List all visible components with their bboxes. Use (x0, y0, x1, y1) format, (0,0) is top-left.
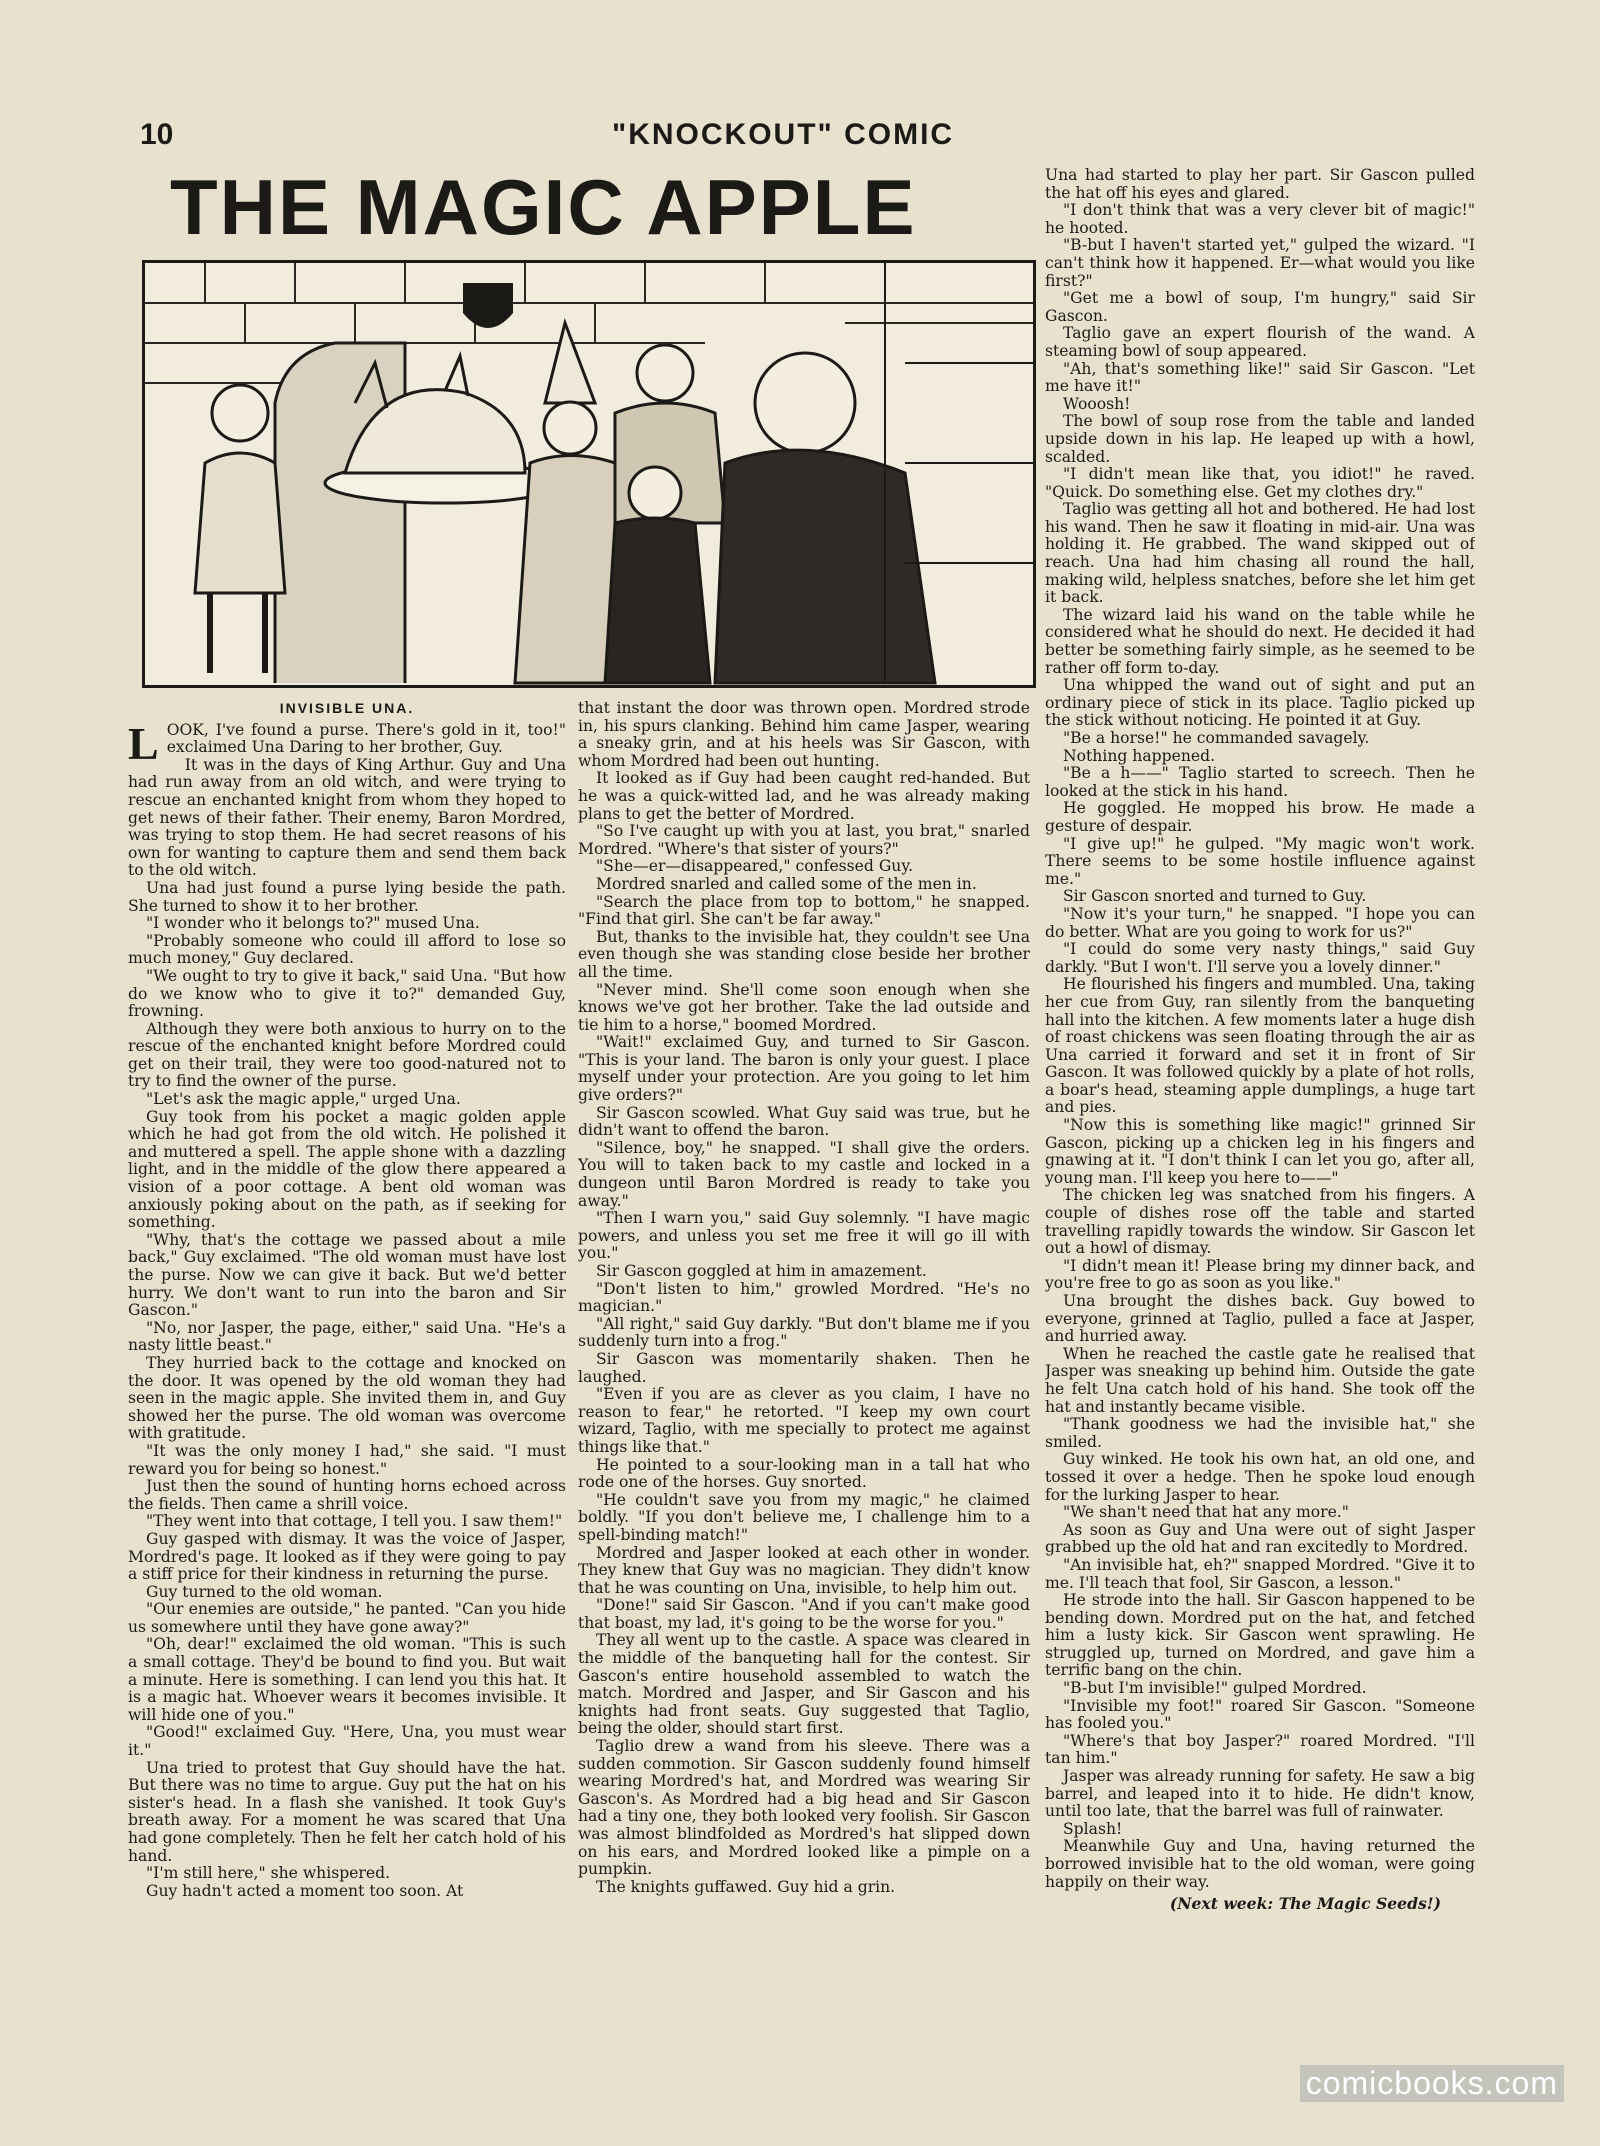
paragraph: "Even if you are as clever as you claim, I have no reason to fear," he retorted. "I keep my own court wizard, Taglio, with me specially to protect me against things like that." (578, 1385, 1030, 1456)
paragraph: Guy gasped with dismay. It was the voice of Jasper, Mordred's page. It looked as if they were going to pay a stiff price for their kindness in returning the purse. (128, 1529, 566, 1584)
paragraph: "Then I warn you," said Guy solemnly. "I have magic powers, and unless you set me free it will go ill with you." (578, 1209, 1030, 1263)
paragraph: "Ah, that's something like!" said Sir Gascon. "Let me have it!" (1045, 359, 1475, 396)
paragraph: But, thanks to the invisible hat, they couldn't see Una even though she was standing close beside her brother all the time. (578, 927, 1030, 981)
paragraph: The wizard laid his wand on the table while he considered what he should do next. He decided it had better be something fairly simple, as he seemed to be rather off form to-day. (1045, 605, 1475, 677)
paragraph: "Thank goodness we had the invisible hat," she smiled. (1045, 1415, 1475, 1451)
column-3-body (1045, 167, 1475, 1891)
paragraph: Jasper was already running for safety. He saw a big barrel, and leaped into it to hide. He didn't know, until too late, that the barrel was full of rainwater. (1045, 1767, 1475, 1821)
paragraph: The knights guffawed. Guy hid a grin. (596, 1877, 896, 1896)
paragraph: As soon as Guy and Una were out of sight Jasper grabbed up the old hat and ran excitedly to Mordred. (1045, 1520, 1475, 1557)
paragraph: "Our enemies are outside," he panted. "Can you hide us somewhere until they have gone away?" (128, 1600, 566, 1636)
paragraph: "Search the place from top to bottom," he snapped. "Find that girl. She can't be far away." (578, 892, 1030, 929)
page-header (140, 118, 1050, 162)
paragraph: Mordred and Jasper looked at each other in wonder. They knew that Guy was no magician. They didn't know that he was counting on Una, invisible, to help him out. (578, 1543, 1030, 1597)
paragraph: "I didn't mean it! Please bring my dinner back, and you're free to go as soon as you like." (1045, 1256, 1475, 1293)
paragraph: Guy winked. He took his own hat, an old one, and tossed it over a hedge. Then he spoke loud enough for the lurking Jasper to hear. (1045, 1450, 1475, 1504)
paragraph: "Never mind. She'll come soon enough when she knows we've got her brother. Take the lad outside and tie him to a horse," boomed Mordred. (578, 980, 1030, 1034)
paragraph: Nothing happened. (1063, 746, 1216, 765)
text-column-1 (128, 700, 566, 2000)
magazine-title: "KNOCKOUT" COMIC (612, 118, 955, 151)
paragraph: "Done!" said Sir Gascon. "And if you can't make good that boast, my lad, it's going to be the worse for you." (578, 1596, 1030, 1632)
paragraph: "Let's ask the magic apple," urged Una. (146, 1090, 461, 1109)
paragraph: "Where's that boy Jasper?" roared Mordred. "I'll tan him." (1045, 1731, 1475, 1768)
paragraph: "It was the only money I had," she said. "I must reward you for being so honest." (128, 1441, 566, 1478)
paragraph: Sir Gascon was momentarily shaken. Then he laughed. (578, 1349, 1030, 1386)
paragraph: Guy turned to the old woman. (146, 1582, 383, 1601)
paragraph: "B-but I'm invisible!" gulped Mordred. (1063, 1679, 1367, 1698)
paragraph: "She—er—disappeared," confessed Guy. (596, 857, 914, 876)
text-column-3 (1045, 167, 1475, 1927)
paragraph: "They went into that cottage, I tell you. I saw them!" (146, 1512, 563, 1531)
story-illustration (142, 260, 1036, 688)
paragraph: Guy took from his pocket a magic golden apple which he had got from the old witch. He polished it and muttered a spell. The apple shone with a dazzling light, and in the middle of the glow there appeared a vision of a poor cottage. A bent old woman was anxiously poking about on the path, as if seeking for something. (128, 1107, 566, 1232)
paragraph: "Good!" exclaimed Guy. "Here, Una, you must wear it." (128, 1723, 566, 1760)
paragraph: The chicken leg was snatched from his fingers. A couple of dishes rose off the table and started travelling rapidly towards the window. Sir Gascon let out a howl of dismay. (1045, 1186, 1475, 1258)
chapter-title: INVISIBLE UNA. (279, 700, 415, 716)
paragraph: "I didn't mean like that, you idiot!" he raved. "Quick. Do something else. Get my clothes dry." (1045, 465, 1475, 501)
paragraph: "We ought to try to give it back," said Una. "But how do we know who to give it to?" demanded Guy, frowning. (128, 966, 566, 1021)
paragraph: Sir Gascon scowled. What Guy said was true, but he didn't want to offend the baron. (578, 1103, 1030, 1140)
story-title: THE MAGIC APPLE (170, 163, 917, 251)
paragraph: "Be a h——" Taglio started to screech. Then he looked at the stick in his hand. (1045, 764, 1475, 800)
paragraph: Just then the sound of hunting horns echoed across the fields. Then came a shrill voice. (128, 1477, 566, 1513)
column-1-body (128, 717, 566, 1901)
paragraph: "Get me a bowl of soup, I'm hungry," said Sir Gascon. (1045, 289, 1475, 325)
paragraph: "Now it's your turn," he snapped. "I hope you can do better. What are you going to work for us?" (1045, 904, 1475, 941)
paragraph: "I'm still here," she whispered. (146, 1864, 391, 1883)
paragraph: that instant the door was thrown open. Mordred strode in, his spurs clanking. Behind him came Jasper, wearing a sneaky grin, and at his heels was Sir Gascon, with whom Mordred had been out hunting. (578, 700, 1030, 770)
paragraph: "He couldn't save you from my magic," he claimed boldly. "If you don't believe me, I challenge him to a spell-binding match!" (578, 1490, 1030, 1544)
page-number: 10 (140, 118, 174, 151)
column-2-body (578, 700, 1030, 1896)
paragraph: He pointed to a sour-looking man in a tall hat who rode one of the horses. Guy snorted. (578, 1455, 1030, 1492)
paragraph: "I don't think that was a very clever bit of magic!" he hooted. (1045, 201, 1475, 237)
paragraph: "Now this is something like magic!" grinned Sir Gascon, picking up a chicken leg in his fingers and gnawing at it. "I don't think I can let you go, after all, young man. I'll keep you here to——" (1045, 1116, 1475, 1187)
paragraph: "Probably someone who could ill afford to lose so much money," Guy declared. (128, 931, 566, 968)
text-column-2 (578, 700, 1030, 2000)
paragraph: It looked as if Guy had been caught red-handed. But he was a quick-witted lad, and he was already making plans to get the better of Mordred. (578, 769, 1030, 823)
paragraph: Taglio gave an expert flourish of the wand. A steaming bowl of soup appeared. (1045, 324, 1475, 360)
paragraph: Although they were both anxious to hurry on to the rescue of the enchanted knight before Mordred could get on their trail, they were too good-natured not to try to find the owner of the purse. (128, 1019, 566, 1091)
paragraph: "Don't listen to him," growled Mordred. "He's no magician." (578, 1279, 1030, 1316)
paragraph: Guy hadn't acted a moment too soon. At (146, 1881, 464, 1900)
paragraph: "I wonder who it belongs to?" mused Una. (146, 914, 480, 933)
paragraph: Splash! (1063, 1819, 1123, 1838)
paragraph: "I give up!" he gulped. "My magic won't work. There seems to be some hostile influence against me." (1045, 834, 1475, 888)
paragraph: Meanwhile Guy and Una, having returned the borrowed invisible hat to the old woman, were going happily on their way. (1045, 1837, 1475, 1891)
paragraph: "Why, that's the cottage we passed about a mile back," Guy exclaimed. "The old woman must have lost the purse. Now we can give it back. But we'd better hurry. We don't want to run into the baron and Sir Gascon." (128, 1230, 566, 1320)
paragraph: They all went up to the castle. A space was cleared in the middle of the banqueting hall for the contest. Sir Gascon's entire household assembled to watch the match. Mordred and Jasper, and Sir Gascon and his knights had front seats. Guy suggested that Taglio, being the older, should start first. (578, 1631, 1030, 1738)
paragraph: "I could do some very nasty things," said Guy darkly. "But I won't. I'll serve you a lovely dinner." (1045, 940, 1475, 976)
paragraph: "No, nor Jasper, the page, either," said Una. "He's a nasty little beast." (128, 1318, 566, 1355)
drop-cap: L (128, 717, 159, 769)
paragraph: When he reached the castle gate he realised that Jasper was sneaking up behind him. Outside the gate he felt Una catch hold of his hand. She took off the hat and instantly became visible. (1045, 1344, 1475, 1416)
paragraph: Taglio drew a wand from his sleeve. There was a sudden commotion. Sir Gascon suddenly found himself wearing Mordred's hat, and Mordred was wearing Sir Gascon's. As Mordred had a big head and Sir Gascon had a tiny one, they both looked very foolish. Sir Gascon was almost blindfolded as Mordred's hat slipped down on his ears, and Mordred looked like a pimple on a pumpkin. (578, 1737, 1030, 1879)
paragraph: He goggled. He mopped his brow. He made a gesture of despair. (1045, 799, 1475, 835)
watermark: comicbooks.com (1300, 2065, 1564, 2102)
paragraph: Una whipped the wand out of sight and put an ordinary piece of stick in its place. Taglio picked up the stick without noticing. He pointed it at Guy. (1045, 676, 1475, 730)
paragraph: "An invisible hat, eh?" snapped Mordred. "Give it to me. I'll teach that fool, Sir Gascon, a lesson." (1045, 1555, 1475, 1592)
paragraph: They hurried back to the cottage and knocked on the door. It was opened by the old woman they had seen in the magic apple. She invited them in, and Guy showed her the purse. The old woman was overcome with gratitude. (128, 1353, 566, 1443)
paragraph: "Oh, dear!" exclaimed the old woman. "This is such a small cottage. They'd be bound to find you. But wait a minute. Here is something. I can lend you this hat. It is a magic hat. Whoever wears it becomes invisible. It will hide one of you." (128, 1635, 566, 1724)
paragraph: Una had just found a purse lying beside the path. She turned to show it to her brother. (128, 878, 566, 915)
paragraph: Sir Gascon goggled at him in amazement. (596, 1262, 927, 1280)
paragraph: It was in the days of King Arthur. Guy and Una had run away from an old witch, and were trying to rescue an enchanted knight from whom they hoped to get news of their father. Their enemy, Baron Mordred, was trying to stop them. He had secret reasons of his own for wanting to capture them and send them back to the old witch. (128, 755, 566, 880)
paragraph: The bowl of soup rose from the table and landed upside down in his lap. He leaped up with a howl, scalded. (1045, 412, 1475, 466)
paragraph: Taglio was getting all hot and bothered. He had lost his wand. Then he saw it floating in mid-air. Una was holding it. He grabbed. The wand skipped out of reach. Una had him chasing all round the hall, making wild, helpless snatches, before she let him get it back. (1045, 500, 1475, 607)
illustration-banquet-scene-icon (145, 263, 1033, 685)
paragraph: He strode into the hall. Sir Gascon happened to be bending down. Mordred put on the hat, and fetched him a lusty kick. Sir Gascon went sprawling. He struggled up, turned on Mordred, and gave him a terrific bang on the chin. (1045, 1591, 1475, 1680)
paragraph: He flourished his fingers and mumbled. Una, taking her cue from Guy, ran silently from the banqueting hall into the kitchen. A few moments later a huge dish of roast chickens was seen floating through the air as Una carried it forward and set it in front of Sir Gascon. It was followed quickly by a plate of hot rolls, a boar's head, steaming apple dumplings, a huge tart and pies. (1045, 975, 1475, 1117)
paragraph: Mordred snarled and called some of the men in. (596, 874, 977, 893)
paragraph: Sir Gascon snorted and turned to Guy. (1063, 887, 1367, 906)
paragraph: "So I've caught up with you at last, you brat," snarled Mordred. "Where's that sister of yours?" (578, 822, 1030, 858)
paragraph: Una brought the dishes back. Guy bowed to everyone, grinned at Taglio, pulled a face at Jasper, and hurried away. (1045, 1292, 1475, 1346)
paragraph: Una had started to play her part. Sir Gascon pulled the hat off his eyes and glared. (1045, 167, 1475, 202)
paragraph: "Silence, boy," he snapped. "I shall give the orders. You will to taken back to my castle and locked in a dungeon until Baron Mordred is ready to take you away." (578, 1138, 1030, 1210)
paragraph: Una tried to protest that Guy should have the hat. But there was no time to argue. Guy put the hat on his sister's head. In a flash she vanished. It took Guy's breath away. For a moment he was scared that Una had gone completely. Then he felt her catch hold of his hand. (128, 1758, 566, 1865)
paragraph: OOK, I've found a purse. There's gold in it, too!" exclaimed Una Daring to her brother, Guy. (166, 720, 566, 757)
paragraph: "Be a horse!" he commanded savagely. (1063, 729, 1370, 747)
paragraph: "Wait!" exclaimed Guy, and turned to Sir Gascon. "This is your land. The baron is only your guest. I place myself under your protection. Are you going to let him give orders?" (578, 1033, 1030, 1105)
paragraph: "B-but I haven't started yet," gulped the wizard. "I can't think how it happened. Er—what would you like first?" (1045, 236, 1475, 290)
next-week-teaser: (Next week: The Magic Seeds!) (1169, 1894, 1441, 1914)
paragraph: "All right," said Guy darkly. "But don't blame me if you suddenly turn into a frog." (578, 1314, 1030, 1351)
paragraph: Wooosh! (1063, 394, 1131, 413)
paragraph: "Invisible my foot!" roared Sir Gascon. "Someone has fooled you." (1045, 1696, 1475, 1733)
paragraph: "We shan't need that hat any more." (1063, 1503, 1349, 1522)
